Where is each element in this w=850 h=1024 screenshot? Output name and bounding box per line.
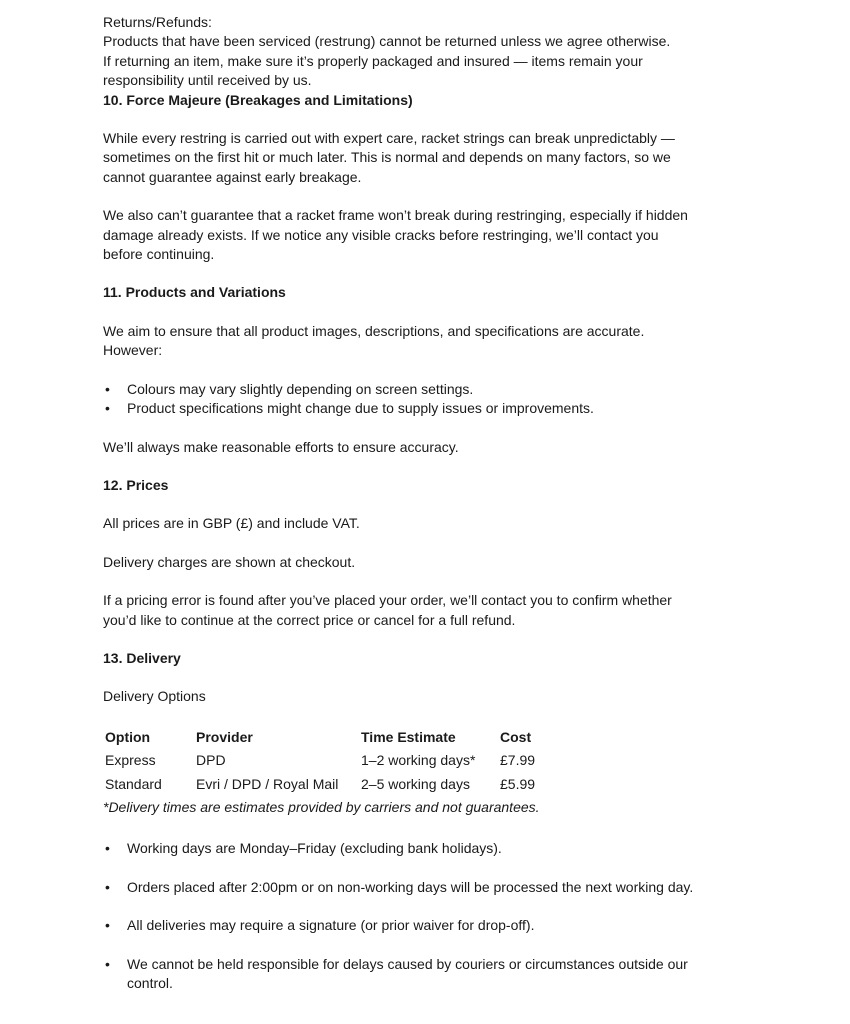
cell-time: 1–2 working days* [361, 752, 476, 769]
delivery-options-label: Delivery Options [103, 688, 206, 705]
products-outro-paragraph: We’ll always make reasonable efforts to ensure accuracy. [103, 438, 459, 455]
list-item [103, 380, 750, 399]
table-header-row [105, 726, 560, 749]
list-item [103, 399, 750, 418]
cell-provider: Evri / DPD / Royal Mail [196, 775, 339, 792]
heading-prices: 12. Prices [103, 476, 169, 493]
bullet-icon: • [105, 917, 110, 934]
bullet-text: Colours may vary slightly depending on screen settings. [127, 380, 474, 397]
bullet-text: All deliveries may require a signature (or prior waiver for drop-off). [127, 917, 535, 934]
delivery-bullet-list [103, 839, 750, 993]
bullet-icon: • [105, 400, 110, 417]
cell-time: 2–5 working days [361, 775, 470, 792]
cell-option: Standard [105, 775, 162, 792]
delivery-options-table [105, 726, 560, 796]
bullet-text: Working days are Monday–Friday (excluding bank holidays). [127, 840, 502, 857]
products-intro-paragraph: We aim to ensure that all product images, descriptions, and specifications are accurate. However: [103, 322, 645, 359]
list-item [103, 916, 750, 935]
delivery-footnote: *Delivery times are estimates provided by carriers and not guarantees. [103, 798, 540, 815]
heading-force-majeure: 10. Force Majeure (Breakages and Limitations) [103, 91, 413, 108]
force-majeure-paragraph-2: We also can’t guarantee that a racket frame won’t break during restringing, especially if hidden damage already exists. If we notice any visible cracks before restringing, we’ll contact you before continuing. [103, 207, 688, 263]
cell-provider: DPD [196, 752, 226, 769]
force-majeure-paragraph-1: While every restring is carried out with expert care, racket strings can break unpredictably — sometimes on the first hit or much later. This is normal and depends on many factors, so we cannot guarantee against early breakage. [103, 130, 675, 185]
list-item [103, 878, 750, 897]
prices-paragraph-1: All prices are in GBP (£) and include VAT. [103, 515, 360, 532]
column-header-provider: Provider [196, 728, 253, 745]
products-bullet-list [103, 380, 750, 419]
bullet-text: We cannot be held responsible for delays caused by couriers or circumstances outside our control. [127, 955, 688, 991]
bullet-icon: • [105, 840, 110, 857]
list-item [103, 955, 750, 994]
returns-refunds-paragraph: Returns/Refunds: Products that have been serviced (restrung) cannot be returned unless we agree otherwise. If returning an item, make sure it’s properly packaged and insured — items remain your responsibility until received by us. [103, 14, 671, 89]
table-row [105, 749, 560, 772]
prices-paragraph-3: If a pricing error is found after you’ve placed your order, we’ll contact you to confirm whether you’d like to continue at the correct price or cancel for a full refund. [103, 592, 672, 628]
list-item [103, 839, 750, 858]
heading-delivery: 13. Delivery [103, 649, 181, 666]
bullet-icon: • [105, 955, 110, 972]
prices-paragraph-2: Delivery charges are shown at checkout. [103, 553, 356, 570]
bullet-text: Product specifications might change due to supply issues or improvements. [127, 400, 594, 417]
cell-cost: £5.99 [500, 775, 536, 792]
column-header-time-estimate: Time Estimate [361, 728, 456, 745]
cell-option: Express [105, 752, 156, 769]
bullet-icon: • [105, 878, 110, 895]
cell-cost: £7.99 [500, 752, 536, 769]
bullet-icon: • [105, 380, 110, 397]
column-header-cost: Cost [500, 728, 532, 745]
bullet-text: Orders placed after 2:00pm or on non-working days will be processed the next working day. [127, 878, 694, 895]
table-row [105, 773, 560, 796]
column-header-option: Option [105, 728, 151, 745]
heading-products-variations: 11. Products and Variations [103, 284, 286, 301]
